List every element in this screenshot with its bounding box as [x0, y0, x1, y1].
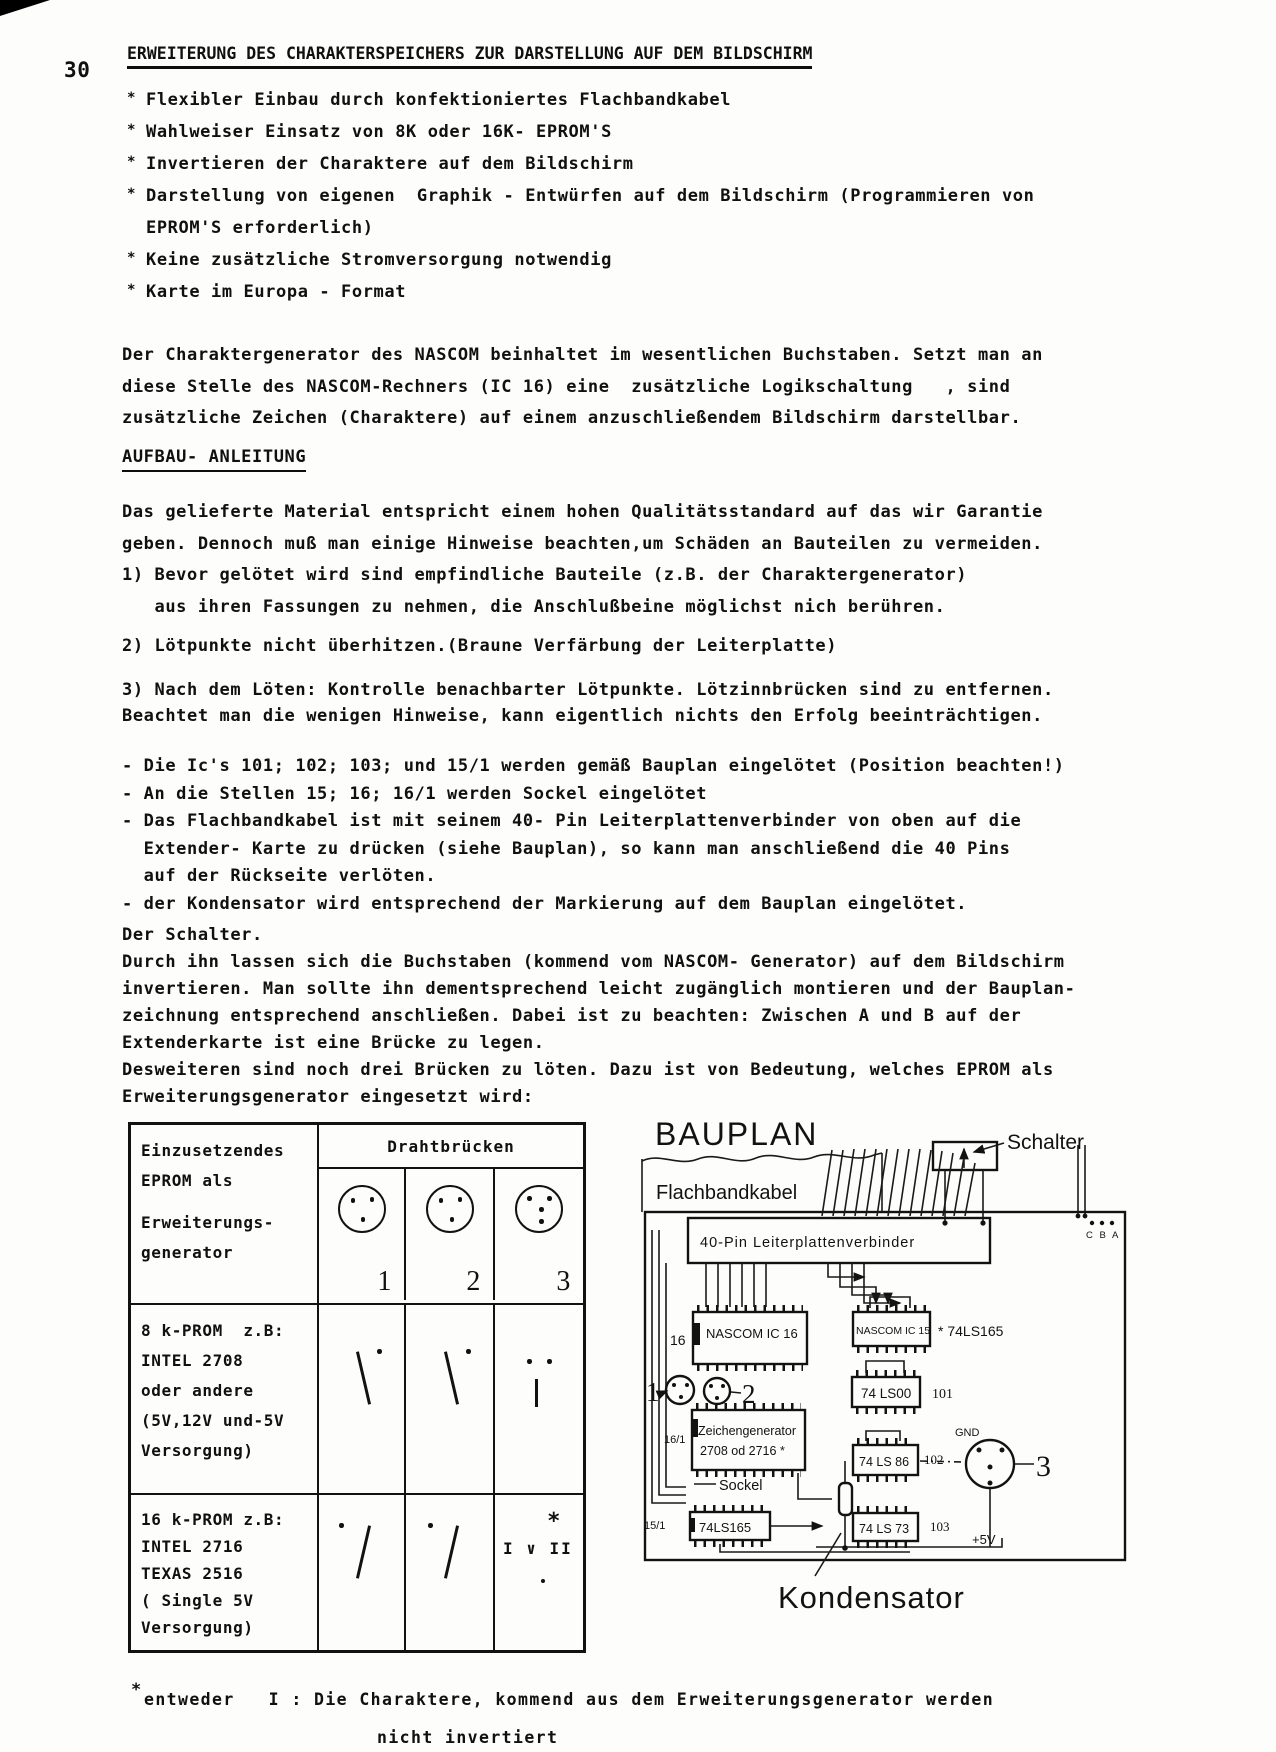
ls00-label: 74 LS00: [861, 1386, 912, 1401]
ic16-ref-label: 16: [670, 1332, 686, 1348]
bridge-setting-cell: [404, 1305, 493, 1493]
board-bridge-3: [966, 1440, 1051, 1488]
list-item-continuation: auf der Rückseite verlöten.: [122, 866, 437, 886]
bridge-pads-cba: [1086, 1221, 1120, 1241]
text-line: Erweiterungsgenerator eingesetzt wird:: [122, 1087, 534, 1107]
footnote-line-2: nicht invertiert: [377, 1728, 559, 1747]
bridge-number: 3: [556, 1266, 571, 1297]
bridge3-number: 3: [1036, 1450, 1051, 1483]
list-item: * Flexibler Einbau durch konfektioniertes Flachbandkabel: [127, 84, 1034, 116]
board-bridge-2: [704, 1378, 756, 1409]
numbered-steps: [122, 560, 1054, 706]
list-item-continuation: Extender- Karte zu drücken (siehe Bauplan), so kann man anschließend die 40 Pins: [122, 838, 1011, 859]
eprom-bridge-table: [128, 1122, 586, 1653]
bullet-marker: *: [127, 122, 137, 138]
bridge-setting-cell: [404, 1495, 493, 1650]
chip-nascom-ic15: [853, 1297, 930, 1350]
bridge3-dash-wire: [920, 1461, 964, 1462]
list-item: - der Kondensator wird entsprechend der Markierung auf dem Bauplan eingelötet.: [122, 893, 968, 914]
table-header-row: [131, 1125, 583, 1303]
list-item: * Keine zusätzliche Stromversorgung notwendig: [127, 244, 1034, 276]
ref-101-label: 101: [932, 1387, 953, 1402]
board-bridge-1: [646, 1376, 694, 1407]
ic15-label: NASCOM IC 15: [856, 1325, 931, 1337]
step-line: 1) Bevor gelötet wird sind empfindliche Bauteile (z.B. der Charaktergenerator): [122, 565, 968, 585]
quality-paragraph: [122, 497, 1043, 560]
footnote-star: *: [131, 1680, 142, 1700]
section-heading-wrap: [122, 447, 306, 472]
bridge-header-1: [319, 1169, 404, 1300]
chip-zeichengenerator: [692, 1406, 805, 1474]
row-label: 16 k-PROM z.B: INTEL 2716 TEXAS 2516 ( Single 5V Versorgung): [131, 1495, 319, 1650]
list-item: - Die Ic's 101; 102; 103; und 15/1 werden gemäß Bauplan eingelötet (Position beachten!): [122, 756, 1065, 776]
zeichengenerator-label-2: 2708 od 2716 *: [700, 1444, 785, 1458]
list-item: - An die Stellen 15; 16; 16/1 werden Sockel eingelötet: [122, 783, 708, 804]
list-item-continuation: EPROM'S erforderlich): [146, 218, 374, 238]
scan-corner-artifact: [0, 0, 50, 16]
chip-74ls165-left: [690, 1508, 770, 1544]
bridge-circle-2: [426, 1185, 474, 1233]
table-header-eprom: Einzusetzendes EPROM als Erweiterungs- generator: [131, 1125, 319, 1303]
bauplan-svg: [570, 1095, 1230, 1655]
text-line: zeichnung entsprechend anschließen. Dabei ist zu beachten: Zwischen A und B auf der: [122, 1006, 1022, 1026]
list-item: * Wahlweiser Einsatz von 8K oder 16K- EPROM'S: [127, 116, 1034, 148]
pads-cba-label: C B A: [1086, 1230, 1121, 1241]
bridge-setting-cell: [319, 1495, 404, 1650]
list-item: - Das Flachbandkabel ist mit seinem 40- Pin Leiterplattenverbinder von oben auf die: [122, 811, 1022, 831]
table-row-16k: [131, 1493, 583, 1650]
ref-16-1-label: 16/1: [664, 1434, 686, 1446]
bridge-header-2: [404, 1169, 493, 1300]
bridge-circle-3: [515, 1185, 563, 1233]
row-label: 8 k-PROM z.B: INTEL 2708 oder andere (5V,12V und-5V Versorgung): [131, 1305, 319, 1493]
bridge-number: 2: [466, 1266, 481, 1297]
bridge2-number: 2: [742, 1379, 756, 1409]
table-header-bridges: [319, 1125, 583, 1303]
step-line: 2) Lötpunkte nicht überhitzen.(Braune Verfärbung der Leiterplatte): [122, 636, 838, 656]
intro-paragraph: [122, 340, 1043, 435]
text-line: Der Schalter.: [122, 925, 263, 945]
capacitor-symbol: [815, 1461, 852, 1576]
text-line: Durch ihn lassen sich die Buchstaben (kommend vom NASCOM- Generator) auf dem Bildschirm: [122, 952, 1065, 972]
table-row-8k: [131, 1303, 583, 1493]
bridge-setting-cell: [319, 1305, 404, 1493]
text-line: geben. Dennoch muß man einige Hinweise beachten,um Schäden an Bauteilen zu vermeiden.: [122, 533, 1043, 554]
diagram-title: BAUPLAN: [655, 1116, 819, 1152]
bauplan-diagram: [570, 1095, 1230, 1659]
bullet-marker: *: [127, 90, 137, 106]
text-line: Extenderkarte ist eine Brücke zu legen.: [122, 1033, 545, 1053]
bullet-marker: *: [127, 186, 137, 202]
list-item: * Invertieren der Charaktere auf dem Bildschirm: [127, 148, 1034, 180]
schalter-pointer-arrow: [974, 1143, 1004, 1152]
chip-74ls86: [853, 1431, 918, 1479]
ribbon-cable: [642, 1149, 975, 1216]
ls165-right-label: * 74LS165: [938, 1323, 1004, 1339]
list-item: * Karte im Europa - Format: [127, 276, 1034, 308]
ls165-left-label: 74LS165: [699, 1520, 752, 1535]
text-line: invertieren. Man sollte ihn dementsprechend leicht zugänglich montieren und der Bauplan-: [122, 979, 1076, 999]
section-heading: AUFBAU- ANLEITUNG: [122, 447, 306, 472]
bridge-circle-1: [338, 1185, 386, 1233]
ref-15-1-label: 15/1: [644, 1520, 666, 1532]
document-title: ERWEITERUNG DES CHARAKTERSPEICHERS ZUR DARSTELLUNG AUF DEM BILDSCHIRM: [127, 44, 812, 69]
steps-note: [122, 701, 1043, 733]
list-item: * Darstellung von eigenen Graphik - Entwürfen auf dem Bildschirm (Programmieren von: [127, 180, 1034, 212]
ic16-label: NASCOM IC 16: [706, 1326, 798, 1341]
ref-103-label: 103: [930, 1519, 950, 1534]
text-line: diese Stelle des NASCOM-Rechners (IC 16) eine zusätzliche Logikschaltung , sind: [122, 376, 1011, 397]
invert-option-text: I ∨ II: [503, 1539, 573, 1558]
ribbon-wires: [822, 1149, 975, 1216]
text-line: Desweiteren sind noch drei Brücken zu löten. Dazu ist von Bedeutung, welches EPROM als: [122, 1060, 1054, 1080]
footnote-star-ref: *: [547, 1509, 561, 1534]
text-line: zusätzliche Zeichen (Charaktere) auf einem anzuschließendem Bildschirm darstellbar.: [122, 408, 1022, 428]
ls73-label: 74 LS 73: [859, 1522, 910, 1536]
assembly-list: [122, 753, 1065, 918]
footnote-line-1: entweder I : Die Charaktere, kommend aus dem Erweiterungsgenerator werden: [144, 1690, 995, 1709]
drahtbruecken-label: Drahtbrücken: [319, 1125, 583, 1169]
schalter-label: Schalter: [1007, 1131, 1085, 1154]
bullet-marker: *: [127, 154, 137, 170]
bullet-marker: *: [127, 250, 137, 266]
kondensator-label: Kondensator: [778, 1580, 965, 1615]
text-line: Das gelieferte Material entspricht einem hohen Qualitätsstandard auf das wir Garantie: [122, 502, 1043, 522]
step-line: aus ihren Fassungen zu nehmen, die Anschlußbeine möglichst nich berühren.: [122, 596, 946, 617]
switch-paragraph: [122, 922, 1075, 1111]
bridge1-number: 1: [646, 1377, 660, 1407]
feature-bullet-list: [127, 84, 1034, 308]
text-line: Der Charaktergenerator des NASCOM beinhaltet im wesentlichen Buchstaben. Setzt man an: [122, 345, 1043, 365]
ls86-label: 74 LS 86: [859, 1455, 910, 1469]
bullet-marker: *: [127, 282, 137, 298]
chip-74ls73: [853, 1509, 918, 1545]
connector-label: 40-Pin Leiterplattenverbinder: [700, 1235, 916, 1251]
plus5v-label: +5V: [972, 1532, 996, 1547]
sockel-label: Sockel: [719, 1478, 763, 1494]
gnd-label: GND: [955, 1427, 980, 1439]
chip-74ls00: [852, 1361, 920, 1411]
step-line: 3) Nach dem Löten: Kontrolle benachbarter Lötpunkte. Lötzinnbrücken sind zu entfernen.: [122, 679, 1054, 700]
chip-nascom-ic16: [693, 1308, 807, 1368]
zeichengenerator-label-1: Zeichengenerator: [698, 1424, 796, 1438]
page-number: 30: [64, 58, 91, 82]
text-line: Beachtet man die wenigen Hinweise, kann eigentlich nichts den Erfolg beeinträchtigen.: [122, 706, 1043, 726]
ref-102-label: 102: [924, 1452, 944, 1467]
flachbandkabel-label: Flachbandkabel: [656, 1182, 798, 1204]
bridge-number: 1: [377, 1266, 392, 1297]
